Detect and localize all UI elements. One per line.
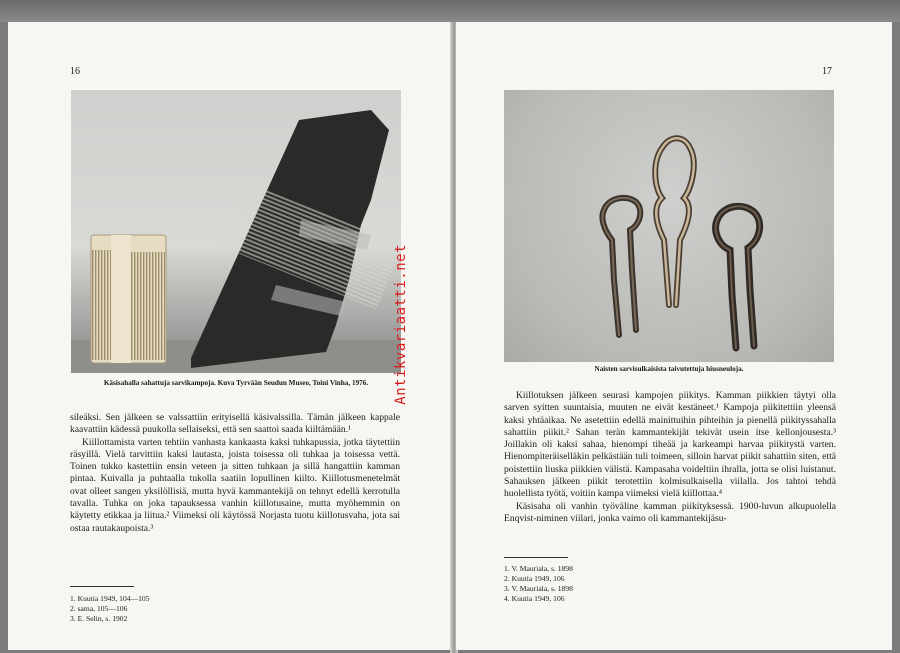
paragraph: sileäksi. Sen jälkeen se valssattiin erityisellä käsivalssilla. Tämän jälkeen kappale kaavattiin kädessä puukolla sellaiseksi, että sen saattoi saada kiiltämään.¹: [70, 412, 400, 436]
page-number: 17: [822, 66, 832, 77]
body-text: [504, 390, 836, 525]
photo-caption: Naisten sarvisulkaisista taivutettuja hiusneuloja.: [594, 365, 744, 373]
scan-top-edge: [0, 0, 900, 22]
footnote: 2. Kuutia 1949, 106: [504, 574, 565, 583]
footnotes: [504, 564, 573, 604]
footnote: 2. sama, 105—106: [70, 604, 128, 613]
hairpins-image: [504, 90, 834, 362]
footnote: 1. V. Mauriala, s. 1898: [504, 564, 573, 573]
combs-photo: [71, 90, 401, 373]
footnotes: [70, 594, 150, 624]
paragraph: Käsisaha oli vanhin työväline kamman piikityksessä. 1900-luvun alkupuolella Enqvist-niminen viilari, jonka vaimo oli kammantekijäsu-: [504, 500, 836, 524]
page-number: 16: [70, 66, 80, 77]
footnote-rule: [504, 557, 568, 558]
body-text: [70, 412, 400, 535]
hairpins-photo: [504, 90, 834, 362]
footnote-rule: [70, 586, 134, 587]
photo-caption: Käsisahalla sahattuja sarvikampoja. Kuva Tyrvään Seudun Museo, Toini Vinha, 1976.: [103, 379, 369, 387]
paragraph: Kiillotuksen jälkeen seurasi kampojen piikitys. Kamman piikkien täytyi olla sarven syitten suuntaisia, muuten ne eivät kestäneet.¹ Kampoja piikitettiin yleensä kaksi yhtäaikaa. Ne asetettiin edellä mainittuihin pihteihin ja pienellä piikityssahalla sahattiin piikit.² Sahan terän kammantekijät tekivät usein itse kellonjousesta.³ Joillakin oli kaksi sahaa, hienompi tiheää ja karkeampi harvaa piikitystä varten. Hienompiteräiselläkin pelkästään tuli toimeen, silloin harvat piikit sahattiin siten, että poistettiin liuska piikkien välistä. Kampasaha voideltiin ihralla, jotta se olisi luistanut. Sahauksen jälkeen piikit terotettiin kolmisulkaisella viilalla. Jos tahtoi tehdä huolellista työtä, voitiin kampa viimeksi vielä kiillottaa.⁴: [504, 390, 836, 500]
footnote: 3. E. Selin, s. 1902: [70, 614, 128, 623]
horn-combs-image: [71, 90, 401, 373]
footnote: 4. Kuutia 1949, 106: [504, 594, 565, 603]
left-page: [8, 22, 452, 650]
paragraph: Kiillottamista varten tehtiin vanhasta kankaasta kaksi tuhkapussia, jotka täytettiin räsyillä. Vielä tarvittiin kaksi lautasta, joista toisessa oli tuhkaa ja toisessa vettä. Toinen tukko kastettiin ensin veteen ja sitten tuhkaan ja sillä hangattiin kamman pintaa. Kuivalla ja puhtaalla tukolla saatiin lopullinen kiilto. Kiillotusmenetelmät ovat olleet sangen yksilöllisiä, mutta hyvä kammantekijä on tehnyt edellä kerrotulla tavalla. Tuhka on joka tapauksessa vanhin kiillotusaine, mutta myöhemmin on käytetty etikkaa ja liitua.² Viimeksi oli käytössä Norjasta tuotu kiillotusvaha, jota sai ostaa rautakaupoista.³: [70, 436, 400, 534]
footnote: 3. V. Mauriala, s. 1898: [504, 584, 573, 593]
right-page: [456, 22, 892, 650]
watermark-text: Antikvariaatti.net: [393, 244, 409, 405]
footnote: 1. Kuutia 1949, 104—105: [70, 594, 150, 603]
